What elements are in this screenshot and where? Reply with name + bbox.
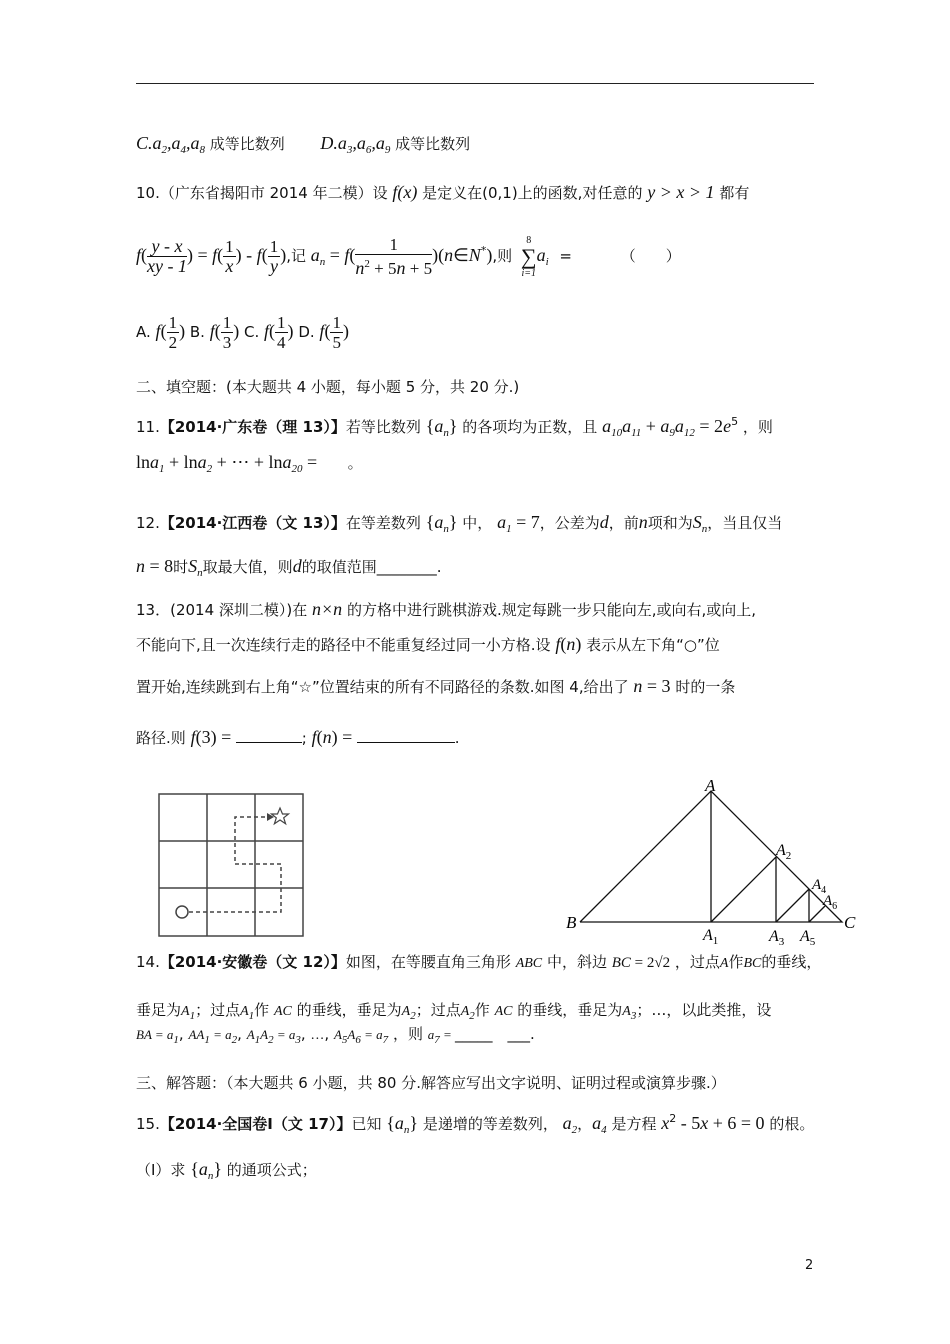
q13-line1: 13．(2014 深圳二模）)在 n×n 的方格中进行跳棋游戏.规定每跳一步只能向左,或向右,或向上, [136, 599, 757, 619]
page-number: 2 [805, 1258, 814, 1273]
q11-line2: lna$_1$ + lna$_2$ + ⋯ + lna$_{20}$ = 。 [136, 452, 363, 475]
q14-line1: 14.【2014·安徽卷（文 12）】如图，在等腰直角三角形 ABC 中，斜边 BC = 2√2 ，过点A作BC的垂线， [136, 953, 822, 971]
q10-stem: 10.（广东省揭阳市 2014 年二模）设 f(x) 是定义在(0,1)上的函数,对任意的 y > x > 1 都有 [136, 182, 750, 202]
q15-line1: 15.【2014·全国卷Ⅰ（文 17）】已知 $\{a_n\}$ 是递增的等差数列， $a_2$，$a_4$ 是方程 $x^2 - 5x + 6 = 0$ 的根。 [136, 1112, 815, 1136]
q10-option-d: D. f( $\frac{1}{5}$ ) [298, 313, 349, 352]
label-a1: $A_1$ [703, 927, 719, 947]
label-a2: $A_2$ [776, 842, 792, 862]
q9-options: $C.a_2,a_4,a_8$ 成等比数列 $D.a_3,a_6,a_9$ 成等比数列 [136, 133, 471, 156]
label-a3: $A_3$ [769, 928, 785, 948]
section-3-title: 三、解答题：（本大题共 6 小题，共 80 分.解答应写出文字说明、证明过程或演算步骤.） [136, 1074, 726, 1092]
q9-option-c: $C.a_2,a_4,a_8$ [136, 133, 206, 156]
label-a4: $A_4$ [812, 877, 827, 896]
q12-line2: n = 8时$S_n$取最大值，则d的取值范围________. [136, 556, 442, 579]
q11-line1: 11.【2014·广东卷（理 13）】若等比数列 $\{a_n\}$ 的各项均为正数，且 $a_{10}a_{11} + a_9a_{12} = 2e^5$ ，则 [136, 415, 773, 439]
label-a: A [705, 776, 716, 795]
triangle-figure [560, 775, 860, 955]
start-circle-icon [176, 906, 188, 918]
q13-line3: 置开始,连续跳到右上角“☆”位置结束的所有不同路径的条数.如图 4,给出了 n = 3 时的一条 [136, 676, 736, 696]
q10-options [136, 308, 349, 355]
q9-option-d: $D.a_3,a_6,a_9$ [320, 133, 391, 156]
q12-line1: 12.【2014·江西卷（文 13）】在等差数列 $\{a_n\}$ 中， $a_1 = 7$，公差为d，前n项和为$S_n$，当且仅当 [136, 512, 783, 535]
end-star-icon [272, 808, 289, 824]
q14-line3: BA = $a_1$, $AA_1 = a_2$, $A_1A_2 = a_3$, …, $A_5A_6 = a_7$ ，则 $a_7$ = _____ ___. [136, 1025, 535, 1046]
q13-line4: 路径.则 f(3) = ; f(n) = . [136, 727, 460, 747]
q10-option-c: C. f( $\frac{1}{4}$ ) [243, 313, 294, 352]
q14-line2: 垂足为$A_1$；过点$A_1$作 AC 的垂线，垂足为$A_2$；过点$A_2$作 AC 的垂线，垂足为$A_3$；…，以此类推，设 [136, 1001, 772, 1022]
q15-part1: （Ⅰ）求 $\{a_n\}$ 的通项公式； [136, 1159, 317, 1182]
label-c: C [844, 913, 856, 932]
q10-option-b: B. f( $\frac{1}{3}$ ) [189, 313, 240, 352]
q10-formula: f( $\frac{y - x}{xy - 1}$ ) = f( $\frac{1}{x}$ ) - f( $\frac{1}{y}$ ),记 $a_n = f$( $\frac{1}{n^2 + 5n + 5}$ )(n∈N*),则 8 ∑ i=1 $a_i$ = （ ） [136, 234, 681, 279]
label-a6: $A_6$ [823, 893, 838, 912]
header-rule [136, 83, 814, 84]
q13-line2: 不能向下,且一次连续行走的路径中不能重复经过同一小方格.设 f(n) 表示从左下角“○”位 [136, 634, 720, 654]
label-b: B [566, 913, 577, 932]
section-2-title: 二、填空题：(本大题共 4 小题，每小题 5 分，共 20 分.) [136, 378, 520, 396]
q10-option-a: A. f( $\frac{1}{2}$ ) [136, 313, 186, 352]
label-a5: $A_5$ [800, 928, 816, 948]
grid-figure [155, 790, 307, 940]
